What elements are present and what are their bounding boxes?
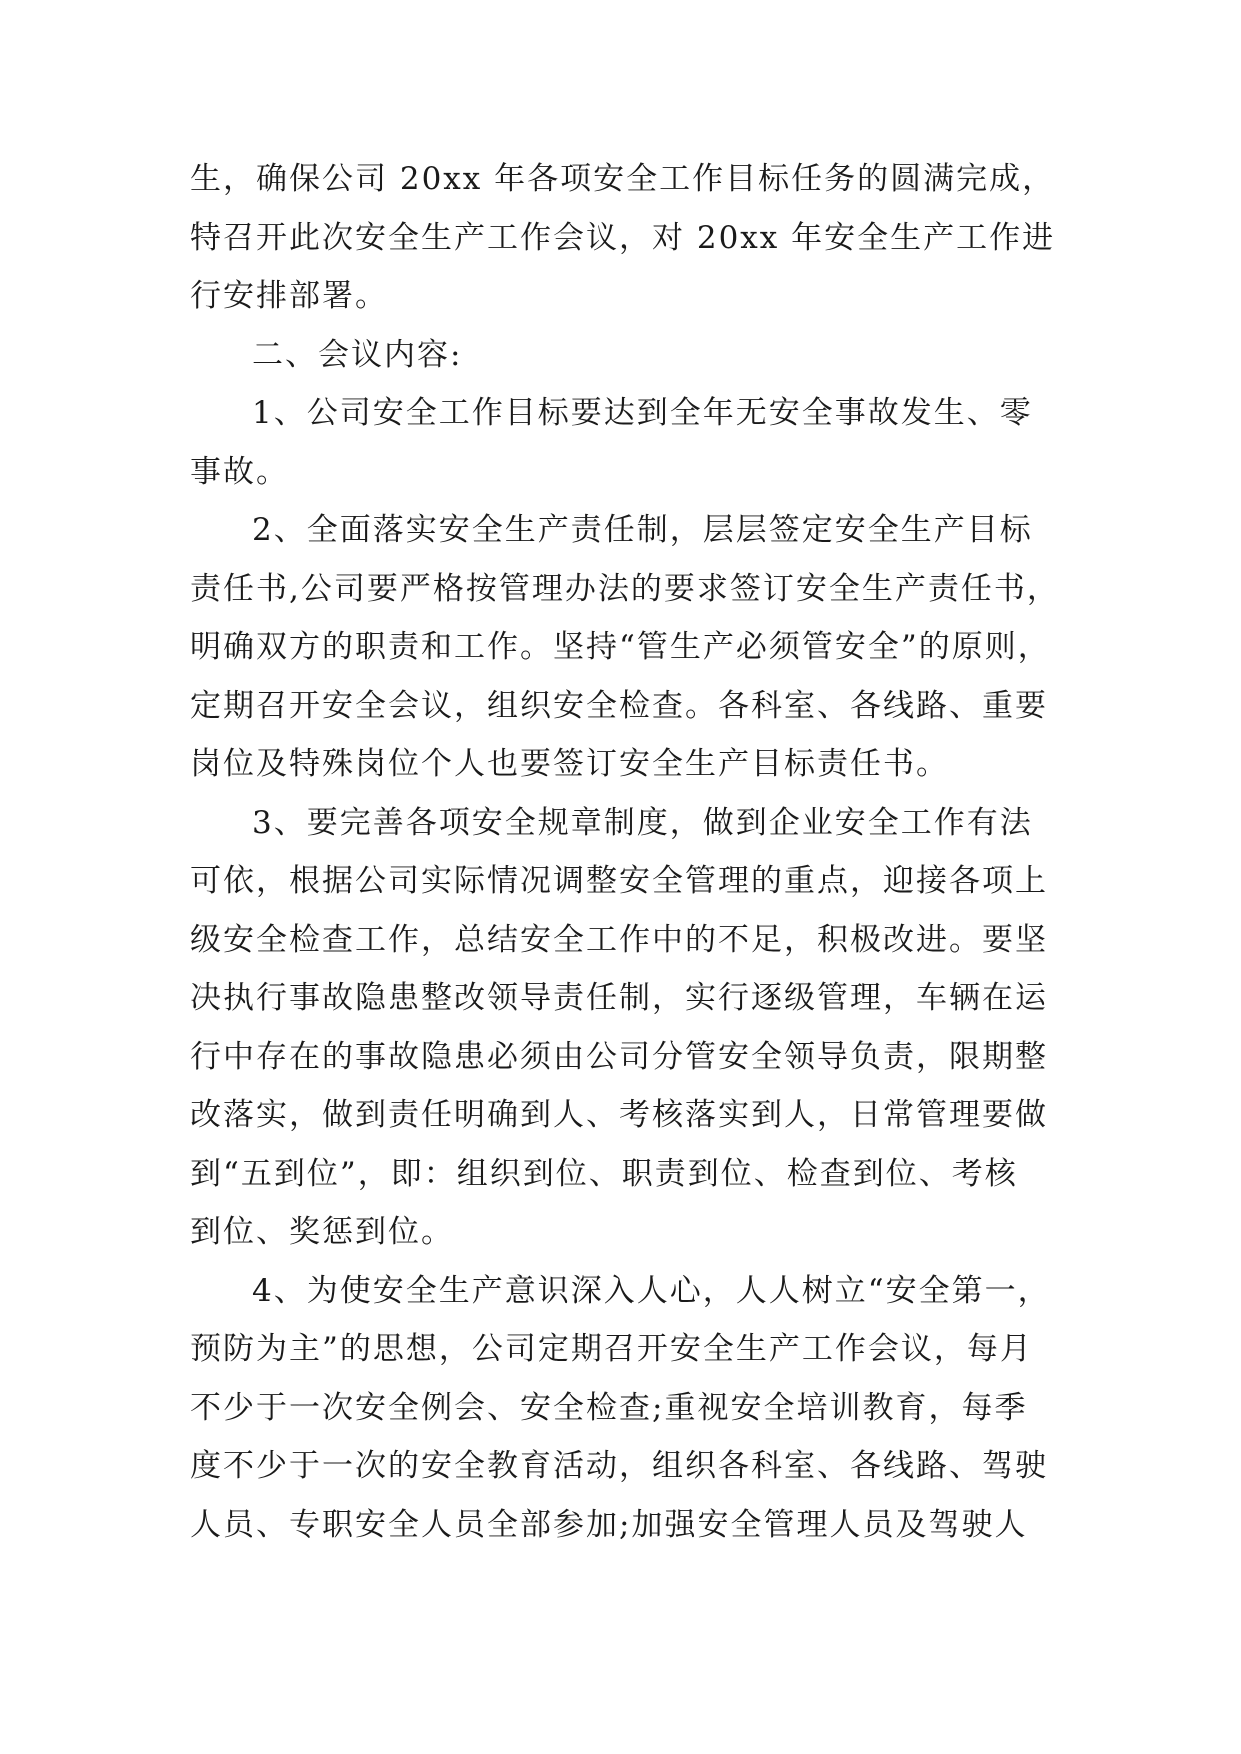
section-heading: 二、会议内容: [252,336,463,373]
paragraph-line: 可依，根据公司实际情况调整安全管理的重点，迎接各项上 [190,863,1048,899]
paragraph-line: 3、要完善各项安全规章制度，做到企业安全工作有法 [252,804,1033,841]
paragraph-line: 度不少于一次的安全教育活动，组织各科室、各线路、驾驶 [190,1448,1048,1484]
paragraph-line: 人员、专职安全人员全部参加;加强安全管理人员及驾驶人 [190,1506,1028,1543]
paragraph-line: 预防为主”的思想，公司定期召开安全生产工作会议，每月 [190,1331,1033,1367]
paragraph-line: 4、为使安全生产意识深入人心，人人树立“安全第一， [252,1272,1051,1309]
paragraph-line: 改落实，做到责任明确到人、考核落实到人，日常管理要做 [190,1097,1048,1133]
paragraph-line: 决执行事故隐患整改领导责任制，实行逐级管理，车辆在运 [190,980,1048,1016]
paragraph-line: 不少于一次安全例会、安全检查;重视安全培训教育，每季 [190,1389,1028,1426]
paragraph-line: 生，确保公司 20xx 年各项安全工作目标任务的圆满完成， [190,161,1056,197]
paragraph-line: 1、公司安全工作目标要达到全年无安全事故发生、零 [252,395,1033,431]
paragraph-line: 责任书,公司要严格按管理办法的要求签订安全生产责任书， [190,570,1060,607]
paragraph-line: 明确双方的职责和工作。坚持“管生产必须管安全”的原则， [190,629,1051,665]
paragraph-line: 2、全面落实安全生产责任制，层层签定安全生产目标 [252,512,1033,548]
paragraph-line: 定期召开安全会议，组织安全检查。各科室、各线路、重要 [190,687,1048,724]
paragraph-line: 特召开此次安全生产工作会议，对 20xx 年安全生产工作进 [190,219,1056,256]
paragraph-line: 到位、奖惩到位。 [190,1214,454,1250]
paragraph-line: 级安全检查工作，总结安全工作中的不足，积极改进。要坚 [190,921,1048,958]
document-body [190,150,1060,1554]
paragraph-line: 岗位及特殊岗位个人也要签订安全生产目标责任书。 [190,746,949,782]
paragraph-line: 行中存在的事故隐患必须由公司分管安全领导负责，限期整 [190,1038,1048,1075]
paragraph-line: 到“五到位”，即：组织到位、职责到位、检查到位、考核 [190,1155,1018,1192]
paragraph-line: 行安排部署。 [190,278,388,314]
paragraph-line: 事故。 [190,453,289,490]
